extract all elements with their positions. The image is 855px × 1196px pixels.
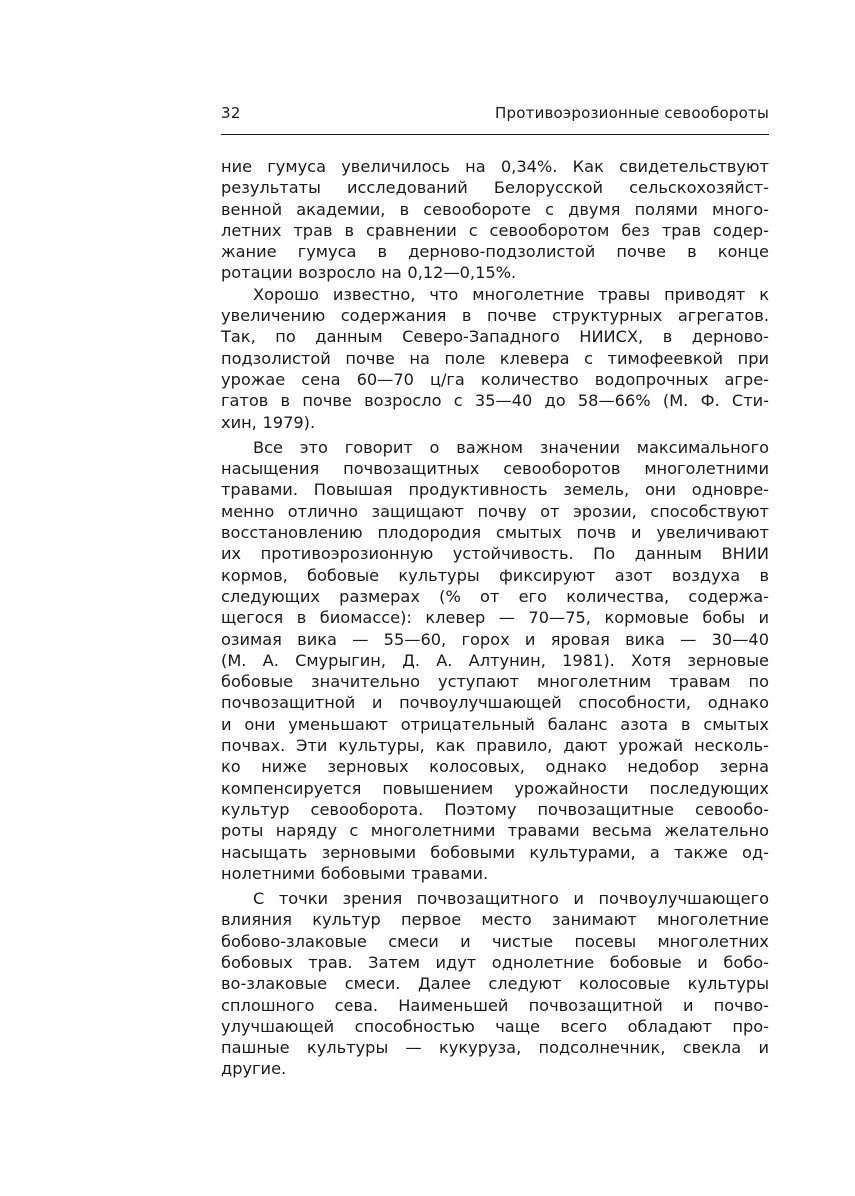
text-line: гатов в почве возросло с 35—40 до 58—66% (М. Ф. Сти-	[221, 391, 769, 411]
text-line: менно отлично защищают почву от эрозии, способствуют	[221, 501, 769, 521]
paragraph-4	[221, 888, 769, 1080]
text-line: щегося в биомассе): клевер — 70—75, кормовые бобы и	[221, 608, 769, 628]
text-line: травами. Повышая продуктивность земель, они одновре-	[221, 480, 769, 500]
text-line: насыщения почвозащитных севооборотов многолетними	[221, 459, 769, 479]
text-line: озимая вика — 55—60, горох и яровая вика — 30—40	[221, 629, 769, 649]
text-line: почвах. Эти культуры, как правило, дают урожай несколь-	[221, 736, 769, 756]
text-line: компенсируется повышением урожайности последующих	[221, 778, 769, 798]
text-line: почвозащитной и почвоулучшающей способности, однако	[221, 693, 769, 713]
text-line: Все это говорит о важном значении максимального	[253, 437, 769, 457]
text-line: роты наряду с многолетними травами весьма желательно	[221, 821, 769, 841]
running-head	[221, 104, 769, 128]
text-line: бобовых трав. Затем идут однолетние бобовые и бобо-	[221, 952, 769, 972]
header-rule	[221, 134, 769, 135]
text-line: С точки зрения почвозащитного и почвоулучшающего	[253, 889, 769, 909]
running-title: Противоэрозионные севообороты	[495, 104, 769, 122]
text-line: их противоэрозионную устойчивость. По данным ВНИИ	[221, 544, 769, 564]
text-line: улучшающей способностью чаще всего обладают про-	[221, 1016, 769, 1036]
text-line: ние гумуса увеличилось на 0,34%. Как свидетельствуют	[221, 157, 769, 176]
text-line: Так, по данным Северо-Западного НИИСХ, в дерново-	[221, 327, 769, 347]
text-line: (М. А. Смурыгин, Д. А. Алтунин, 1981). Хотя зерновые	[221, 650, 769, 670]
text-line: другие.	[221, 1059, 287, 1079]
text-line: летних трав в сравнении с севооборотом без трав содер-	[221, 220, 769, 240]
page-number: 32	[221, 104, 241, 122]
text-line: увеличению содержания в почве структурных агрегатов.	[221, 306, 769, 326]
paragraph-2	[221, 284, 769, 433]
text-line: Хорошо известно, что многолетние травы приводят к	[253, 284, 769, 304]
text-line: сплошного сева. Наименьшей почвозащитной и почво-	[221, 995, 769, 1015]
text-line: культур севооборота. Поэтому почвозащитные севообо-	[221, 799, 769, 819]
text-line: насыщать зерновыми бобовыми культурами, а также од-	[221, 842, 769, 862]
text-line: венной академии, в севообороте с двумя полями много-	[221, 199, 769, 219]
text-line: бобово-злаковые смеси и чистые посевы многолетних	[221, 931, 769, 951]
body-text	[221, 156, 769, 1080]
paragraph-1	[221, 156, 769, 284]
text-line: нолетними бобовыми травами.	[221, 863, 489, 883]
text-line: во-злаковые смеси. Далее следуют колосовые культуры	[221, 974, 769, 994]
text-line: пашные культуры — кукуруза, подсолнечник, свекла и	[221, 1038, 769, 1058]
text-line: кормов, бобовые культуры фиксируют азот воздуха в	[221, 565, 769, 585]
paragraph-3	[221, 437, 769, 884]
text-line: хин, 1979).	[221, 412, 316, 432]
text-line: урожае сена 60—70 ц/га количество водопрочных агре-	[221, 369, 769, 389]
text-line: результаты исследований Белорусской сельскохозяйст-	[221, 178, 769, 198]
text-line: ротации возросло на 0,12—0,15%.	[221, 263, 517, 283]
text-line: влияния культур первое место занимают многолетние	[221, 910, 769, 930]
text-line: ко ниже зерновых колосовых, однако недобор зерна	[221, 757, 769, 777]
text-line: жание гумуса в дерново-подзолистой почве в конце	[221, 242, 769, 262]
text-line: восстановлению плодородия смытых почв и увеличивают	[221, 523, 769, 543]
text-line: бобовые значительно уступают многолетним травам по	[221, 672, 769, 692]
text-line: подзолистой почве на поле клевера с тимофеевкой при	[221, 348, 769, 368]
text-line: и они уменьшают отрицательный баланс азота в смытых	[221, 714, 769, 734]
text-line: следующих размерах (% от его количества, содержа-	[221, 586, 769, 606]
